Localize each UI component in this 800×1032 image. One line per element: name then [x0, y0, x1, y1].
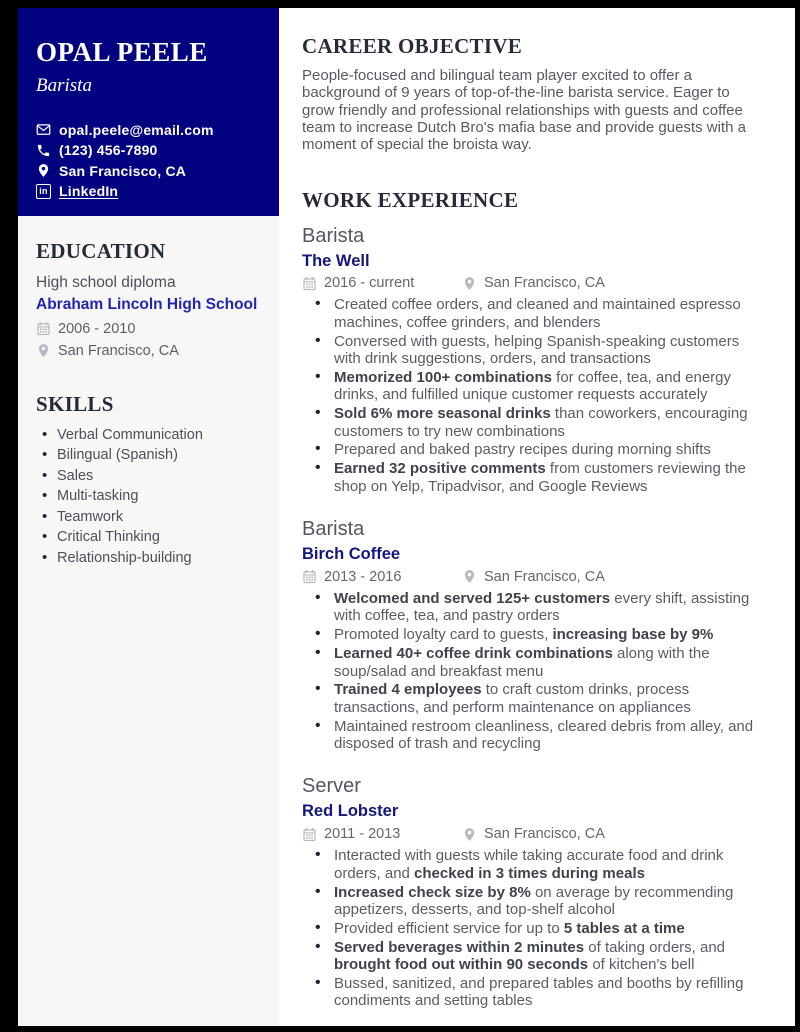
bullet-list [302, 847, 760, 1010]
person-name: OPAL PEELE [36, 37, 208, 67]
skill-list [36, 425, 263, 568]
job-title: Server [302, 775, 361, 798]
phone-icon [36, 143, 51, 158]
bullet-list [302, 590, 760, 753]
bullet-item: • Prepared and baked pastry recipes during morning shifts [334, 441, 760, 458]
job-title: Barista [302, 224, 365, 247]
company-link[interactable]: Birch Coffee [302, 545, 401, 564]
job-dates-group [302, 569, 462, 585]
contact-row [36, 161, 259, 182]
job-list [302, 224, 760, 1010]
skill-item: • Teamwork [57, 507, 263, 527]
bullet-item: • Welcomed and served 125+ customers every shift, assisting with coffee, tea, and pastry orders [334, 590, 760, 625]
skill-item: • Sales [57, 466, 263, 486]
bullet-item: • Learned 40+ coffee drink combinations along with the soup/salad and breakfast menu [334, 645, 760, 680]
bullet-item: • Maintained restroom cleanliness, cleared debris from alley, and disposed of trash and recycling [334, 718, 760, 753]
bullet-item: • Created coffee orders, and cleaned and maintained espresso machines, coffee grinders, and blenders [334, 296, 760, 331]
location-icon [36, 163, 51, 178]
bullet-item: • Increased check size by 8% on average by recommending appetizers, desserts, and top-shelf alcohol [334, 884, 760, 919]
job-dates: 2016 - current [324, 275, 415, 292]
calendar-icon [36, 321, 51, 336]
calendar-icon [302, 276, 317, 291]
contact-text: (123) 456-7890 [59, 142, 158, 159]
education-location-row [36, 343, 263, 359]
company-link[interactable]: Red Lobster [302, 802, 399, 821]
job-location: San Francisco, CA [484, 826, 605, 843]
job-location-group [462, 826, 605, 842]
company-link[interactable]: The Well [302, 251, 370, 270]
bullet-list [302, 296, 760, 495]
header-block [18, 8, 279, 216]
section-heading-experience: WORK EXPERIENCE [302, 187, 519, 212]
skill-item: • Multi-tasking [57, 486, 263, 506]
education-section [18, 239, 279, 359]
bullet-item: • Served beverages within 2 minutes of taking orders, and brought food out within 90 seconds of kitchen's bell [334, 939, 760, 974]
skill-item: • Relationship-building [57, 548, 263, 568]
job-meta-row [302, 569, 760, 585]
person-title: Barista [36, 74, 92, 96]
job-location-group [462, 275, 605, 291]
job-entry [302, 774, 760, 1009]
linkedin-icon: in [36, 184, 51, 199]
section-heading-objective: CAREER OBJECTIVE [302, 34, 523, 58]
bullet-item: • Conversed with guests, helping Spanish-speaking customers with drink suggestions, orders, and transactions [334, 333, 760, 368]
skill-item: • Bilingual (Spanish) [57, 445, 263, 465]
linkedin-link[interactable]: LinkedIn [59, 183, 119, 200]
skill-item: • Verbal Communication [57, 425, 263, 445]
location-pin-icon [462, 276, 477, 291]
calendar-icon [302, 569, 317, 584]
job-dates-group [302, 826, 462, 842]
bullet-item: • Promoted loyalty card to guests, increasing base by 9% [334, 626, 760, 643]
bullet-item: • Sold 6% more seasonal drinks than coworkers, encouraging customers to try new combinations [334, 405, 760, 440]
sidebar [18, 8, 279, 1026]
location-pin-icon [462, 569, 477, 584]
skills-section [18, 392, 279, 568]
location-pin-icon [462, 827, 477, 842]
job-dates: 2013 - 2016 [324, 568, 402, 585]
bullet-item: • Provided efficient service for up to 5 tables at a time [334, 920, 760, 937]
job-meta-row [302, 826, 760, 842]
bullet-item: • Memorized 100+ combinations for coffee, tea, and energy drinks, and fulfilled unique customer requests accurately [334, 369, 760, 404]
contact-text: opal.peele@email.com [59, 121, 214, 138]
job-entry [302, 517, 760, 752]
objective-text: People-focused and bilingual team player excited to offer a background of 9 years of top-of-the-line barista service. Eager to grow friendly and professional relationships with guests and coffee team to increase Dutch Bro's mafia base and provide guests with a moment of special the broista way. [302, 67, 746, 154]
contact-row [36, 181, 259, 202]
bullet-item: • Trained 4 employees to craft custom drinks, process transactions, and perform maintenance on appliances [334, 681, 760, 716]
education-dates: 2006 - 2010 [58, 320, 136, 337]
job-dates: 2011 - 2013 [324, 826, 401, 843]
education-dates-row [36, 321, 263, 337]
job-location: San Francisco, CA [484, 275, 605, 292]
email-icon [36, 122, 51, 137]
resume-page [18, 8, 795, 1026]
education-location: San Francisco, CA [58, 342, 179, 359]
bullet-item: • Earned 32 positive comments from customers reviewing the shop on Yelp, Tripadvisor, and Google Reviews [334, 460, 760, 495]
bullet-item: • Interacted with guests while taking accurate food and drink orders, and checked in 3 times during meals [334, 847, 760, 882]
degree-text: High school diploma [36, 274, 176, 291]
school-link[interactable]: Abraham Lincoln High School [36, 296, 258, 314]
contact-text: San Francisco, CA [59, 162, 187, 179]
contact-row [36, 140, 259, 161]
bullet-item: • Bussed, sanitized, and prepared tables and booths by refilling condiments and setting tables [334, 975, 760, 1010]
contact-row [36, 120, 259, 141]
section-heading-education: EDUCATION [36, 239, 166, 263]
job-dates-group [302, 275, 462, 291]
skill-item: • Critical Thinking [57, 527, 263, 547]
location-pin-icon [36, 343, 51, 358]
job-title: Barista [302, 518, 365, 541]
job-location: San Francisco, CA [484, 568, 605, 585]
contact-list [36, 120, 259, 202]
calendar-icon [302, 827, 317, 842]
section-heading-skills: SKILLS [36, 391, 114, 416]
job-entry [302, 224, 760, 496]
main-content [302, 8, 760, 1011]
job-meta-row [302, 275, 760, 291]
job-location-group [462, 569, 605, 585]
